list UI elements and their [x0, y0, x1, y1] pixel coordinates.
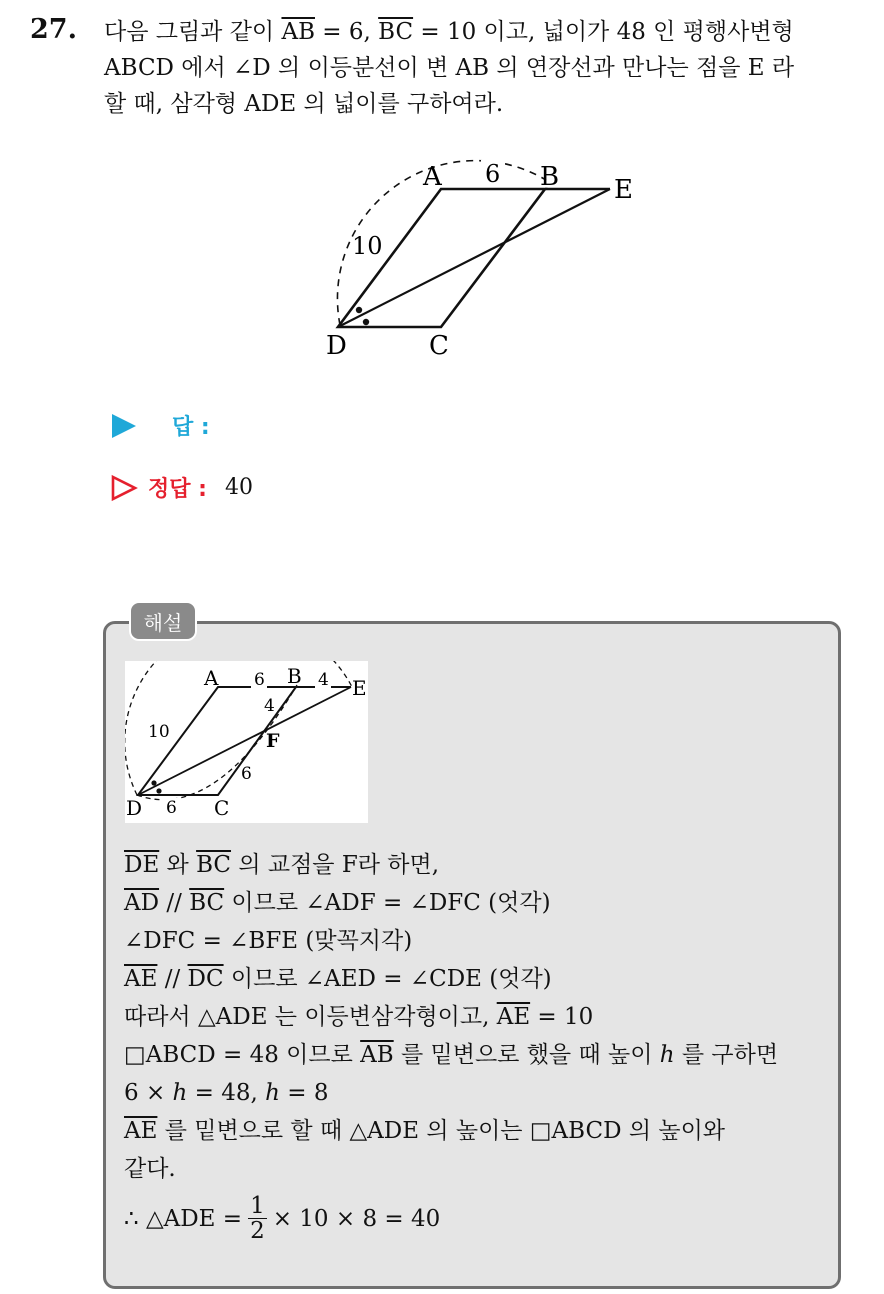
length-ab-solution: 6 — [254, 670, 265, 690]
segment-bc: $\overline{BC}$ — [378, 19, 414, 45]
length-bf-solution: 4 — [264, 696, 275, 716]
question-number: 27. — [30, 14, 77, 45]
label-b: B — [540, 162, 560, 192]
correct-answer-label: 정답 : — [148, 477, 207, 502]
solution-line-8: $\overline{AE}$ 를 밑변으로 할 때 △ADE 의 높이는 □ABCD 의 높이와 — [124, 1118, 726, 1144]
solution-tab: 해설 — [129, 601, 197, 641]
label-e-solution: E — [352, 676, 367, 700]
answer-label: 답 : — [172, 415, 210, 440]
angle-dot-2-solution — [156, 788, 161, 793]
question-line-1: 다음 그림과 같이 $\overline{AB} = 6$, $\overline{BC} = 10$ 이고, 넓이가 48 인 평행사변형 — [104, 19, 794, 45]
answer-row — [110, 410, 210, 441]
segment-ab: $\overline{AB}$ — [281, 19, 315, 45]
play-arrow-icon — [110, 411, 138, 441]
label-d-solution: D — [126, 796, 143, 820]
label-c: C — [429, 331, 449, 361]
angle-dot-1-solution — [151, 780, 156, 785]
parallelogram-figure — [318, 150, 648, 365]
solution-final-line: ∴ △ADE = $\frac{1}{2}$ × 10 × 8 = 40 — [124, 1193, 441, 1244]
correct-answer-value: 40 — [224, 475, 253, 500]
length-fc-solution: 6 — [241, 764, 252, 784]
label-ad-length: 10 — [352, 232, 383, 260]
label-a-solution: A — [204, 666, 219, 690]
solution-figure — [125, 661, 368, 823]
length-be-solution: 4 — [318, 670, 329, 690]
solution-line-3: ∠DFC = ∠BFE (맞꼭지각) — [124, 928, 413, 954]
solution-text — [124, 846, 829, 1188]
solution-line-7: 6 × h = 48, h = 8 — [124, 1080, 329, 1106]
question-line-2: ABCD 에서 ∠D 의 이등분선이 변 AB 의 연장선과 만나는 점을 E 라 — [104, 55, 795, 81]
angle-dot-2 — [363, 319, 369, 325]
length-dc-solution: 6 — [166, 798, 177, 818]
label-d: D — [326, 331, 347, 361]
question-text — [104, 14, 864, 122]
fraction-one-half: $\frac{1}{2}$ — [250, 1193, 265, 1244]
label-c-solution: C — [214, 796, 230, 820]
label-b-solution: B — [287, 664, 302, 688]
solution-line-4: $\overline{AE} // \overline{DC}$ 이므로 ∠AED = ∠CDE (엇각) — [124, 966, 552, 992]
question-line-3: 할 때, 삼각형 ADE 의 넓이를 구하여라. — [104, 91, 504, 117]
label-a: A — [423, 162, 442, 192]
solution-line-1: $\overline{DE}$ 와 $\overline{BC}$ 의 교점을 F라 하면, — [124, 852, 440, 878]
solution-line-5: 따라서 △ADE 는 이등변삼각형이고, $\overline{AE} = 10$ — [124, 1004, 594, 1030]
label-e: E — [614, 175, 633, 205]
label-f-solution: F — [266, 730, 280, 752]
label-ab-length: 6 — [485, 160, 501, 188]
solution-line-6: □ABCD = 48 이므로 $\overline{AB}$ 를 밑변으로 했을 때 높이 h 를 구하면 — [124, 1042, 779, 1068]
solution-line-9: 같다. — [124, 1156, 176, 1182]
play-outline-icon — [110, 473, 138, 503]
correct-answer-row — [110, 472, 253, 503]
solution-line-2: $\overline{AD} // \overline{BC}$ 이므로 ∠ADF = ∠DFC (엇각) — [124, 890, 551, 916]
length-ad-solution: 10 — [148, 722, 170, 742]
angle-dot-1 — [356, 307, 362, 313]
